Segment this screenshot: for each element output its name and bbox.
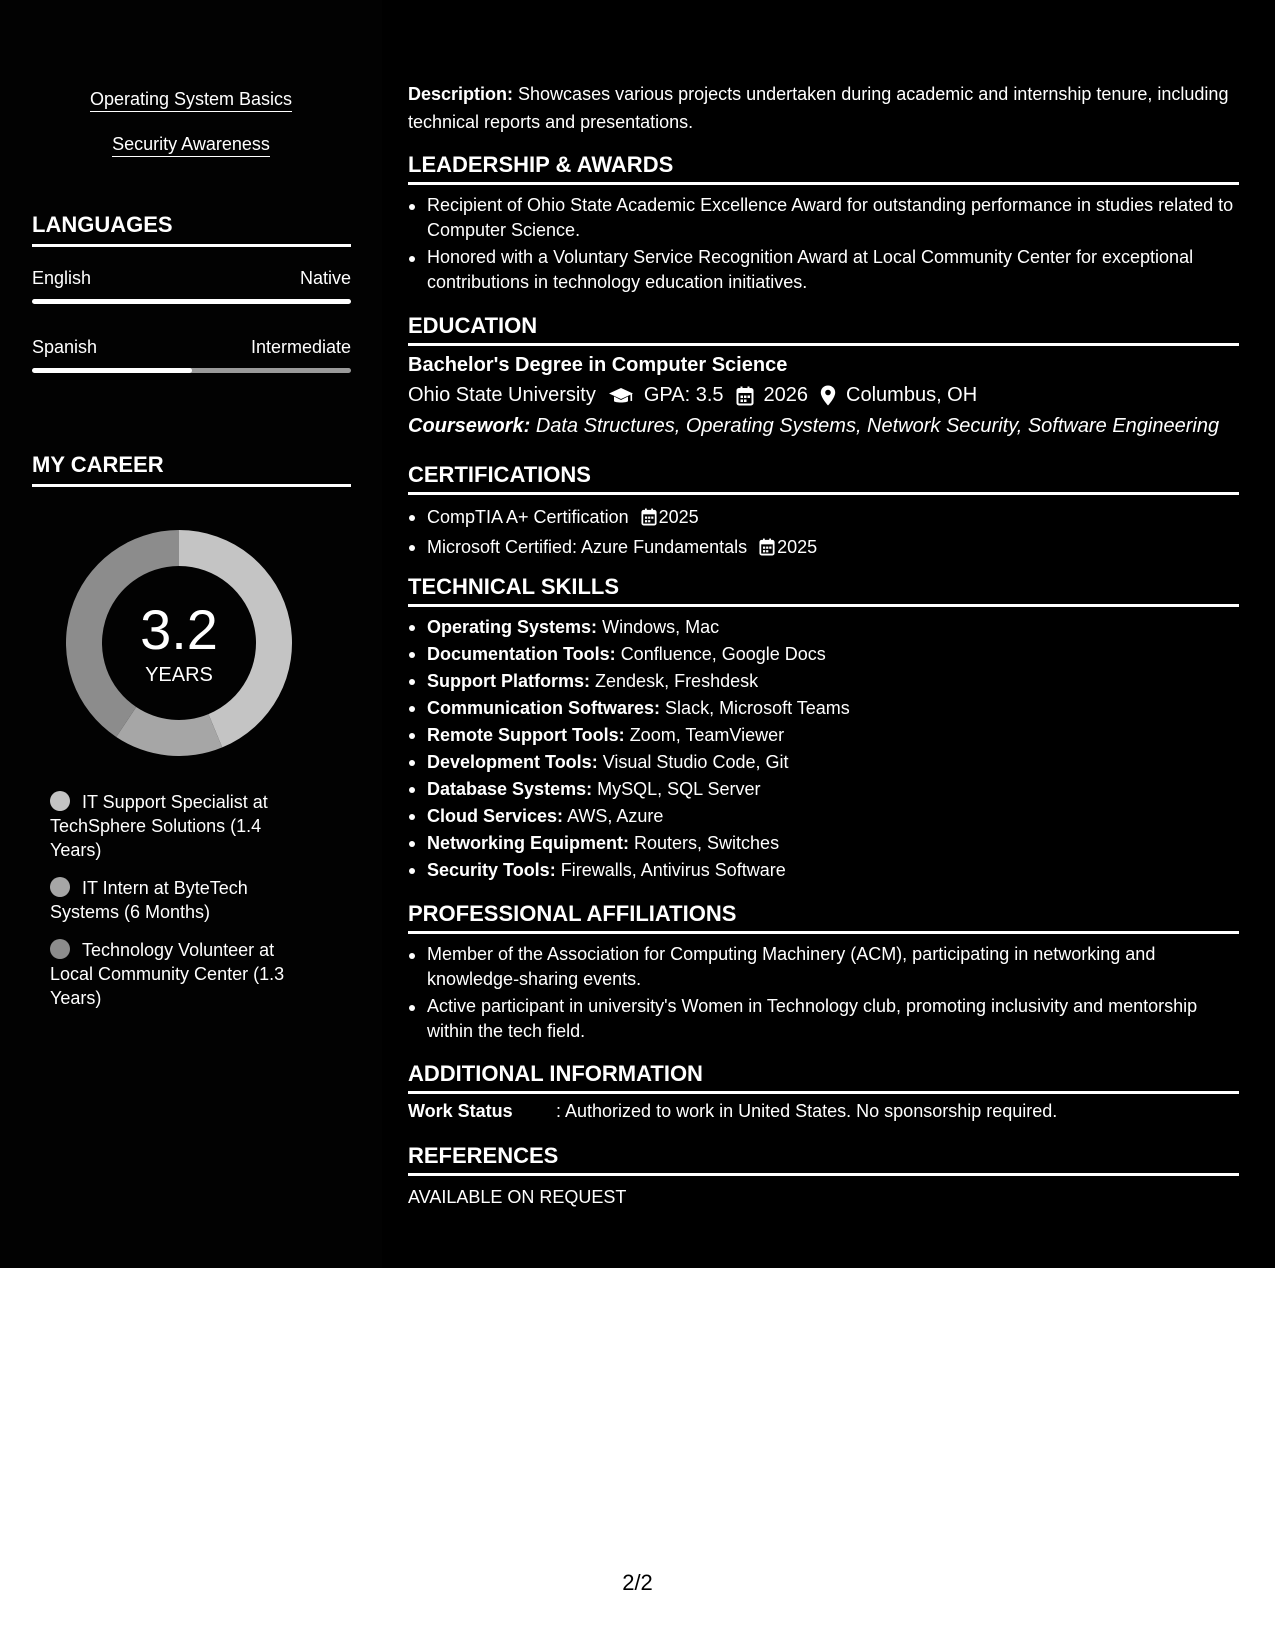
education-degree: Bachelor's Degree in Computer Science — [408, 354, 788, 376]
skill-label: Networking Equipment: — [427, 833, 629, 853]
certification-item — [408, 534, 1239, 564]
skill-item — [408, 749, 1239, 776]
career-legend-dot — [50, 939, 70, 959]
page-number: 2/2 — [622, 1570, 653, 1595]
projects-description-text: Showcases various projects undertaken during academic and internship tenure, including technical reports and presentations. — [408, 84, 1229, 132]
education-meta — [408, 384, 977, 407]
certification-name: CompTIA A+ Certification — [427, 507, 629, 527]
career-legend-item — [50, 938, 300, 1010]
skill-item — [408, 803, 1239, 830]
leadership-list — [408, 193, 1239, 295]
language-name: Spanish — [32, 337, 98, 357]
graduation-cap-icon — [608, 386, 634, 406]
education-heading: EDUCATION — [408, 313, 1239, 346]
skill-value: Windows, Mac — [602, 617, 720, 637]
additional-heading: ADDITIONAL INFORMATION — [408, 1061, 1239, 1094]
work-status-value: : Authorized to work in United States. No sponsorship required. — [556, 1101, 1058, 1121]
education-coursework — [408, 415, 1219, 438]
skill-value: Confluence, Google Docs — [620, 644, 826, 664]
skill-value: Zoom, TeamViewer — [629, 725, 785, 745]
language-row — [32, 268, 351, 289]
skill-label: Security Tools: — [427, 860, 556, 880]
education-gpa: GPA: 3.5 — [643, 384, 724, 406]
career-legend-text: Technology Volunteer at Local Community Center (1.3 Years) — [50, 940, 285, 1008]
skill-tag-link[interactable] — [0, 89, 382, 110]
coursework-label: Coursework: — [408, 415, 531, 437]
skill-label: Operating Systems: — [427, 617, 598, 637]
language-row — [32, 337, 351, 358]
language-level: Native — [299, 268, 351, 288]
affiliations-list — [408, 942, 1239, 1044]
languages-heading: LANGUAGES — [32, 212, 351, 247]
references-text: AVAILABLE ON REQUEST — [408, 1187, 627, 1207]
career-heading: MY CAREER — [32, 452, 351, 487]
career-total-value: 3.2 — [140, 598, 218, 661]
career-donut-center — [66, 530, 292, 756]
skills-heading: TECHNICAL SKILLS — [408, 574, 1239, 607]
skill-item — [408, 668, 1239, 695]
certification-item — [408, 504, 1239, 534]
language-bar — [32, 299, 351, 304]
career-legend-item — [50, 876, 300, 924]
skill-value: Firewalls, Antivirus Software — [560, 860, 786, 880]
skill-value: Visual Studio Code, Git — [602, 752, 789, 772]
language-bar — [32, 368, 351, 373]
career-legend-text: IT Intern at ByteTech Systems (6 Months) — [50, 878, 248, 922]
skill-value: AWS, Azure — [567, 806, 664, 826]
skill-item — [408, 857, 1239, 884]
certification-name: Microsoft Certified: Azure Fundamentals — [427, 537, 748, 557]
education-school: Ohio State University — [408, 384, 596, 406]
skill-label: Communication Softwares: — [427, 698, 661, 718]
calendar-icon — [736, 386, 754, 406]
skill-label: Development Tools: — [427, 752, 598, 772]
language-bar-fill — [32, 368, 192, 373]
affiliation-item: Active participant in university's Women in Technology club, promoting inclusivity and mentorship within the tech field. — [408, 994, 1239, 1044]
language-bar-fill — [32, 299, 351, 304]
skills-list — [408, 614, 1239, 884]
references-heading: REFERENCES — [408, 1143, 1239, 1176]
calendar-icon — [759, 537, 775, 564]
location-pin-icon — [820, 385, 836, 406]
career-legend-dot — [50, 877, 70, 897]
career-legend-dot — [50, 791, 70, 811]
education-year: 2026 — [763, 384, 809, 406]
language-level: Intermediate — [250, 337, 351, 357]
skill-value: Routers, Switches — [634, 833, 780, 853]
language-name: English — [32, 268, 92, 288]
skill-label: Cloud Services: — [427, 806, 564, 826]
skill-item — [408, 830, 1239, 857]
skill-label: Remote Support Tools: — [427, 725, 625, 745]
leadership-heading: LEADERSHIP & AWARDS — [408, 152, 1239, 185]
projects-description-label: Description: — [408, 84, 514, 104]
skill-label: Database Systems: — [427, 779, 593, 799]
certifications-list — [408, 504, 1239, 564]
coursework-text: Data Structures, Operating Systems, Network Security, Software Engineering — [535, 415, 1220, 437]
skill-item — [408, 722, 1239, 749]
skill-item — [408, 776, 1239, 803]
leadership-item: Recipient of Ohio State Academic Excellence Award for outstanding performance in studies related to Computer Science. — [408, 193, 1239, 243]
skill-label: Support Platforms: — [427, 671, 591, 691]
career-total-unit: YEARS — [145, 664, 213, 686]
leadership-item: Honored with a Voluntary Service Recognition Award at Local Community Center for exceptional contributions in technology education initiatives. — [408, 245, 1239, 295]
skill-value: Slack, Microsoft Teams — [665, 698, 850, 718]
certifications-heading: CERTIFICATIONS — [408, 462, 1239, 495]
career-legend-item — [50, 790, 300, 862]
skill-label: Documentation Tools: — [427, 644, 616, 664]
education-location: Columbus, OH — [846, 384, 978, 406]
skill-tag-link[interactable] — [0, 134, 382, 155]
certification-year: 2025 — [777, 537, 818, 557]
skill-item — [408, 641, 1239, 668]
skill-item — [408, 695, 1239, 722]
calendar-icon — [641, 507, 657, 534]
affiliations-heading: PROFESSIONAL AFFILIATIONS — [408, 901, 1239, 934]
affiliation-item: Member of the Association for Computing Machinery (ACM), participating in networking and knowledge-sharing events. — [408, 942, 1239, 992]
skill-item — [408, 614, 1239, 641]
skill-tag-label: Operating System Basics — [90, 89, 292, 112]
projects-description — [408, 80, 1239, 136]
certification-year: 2025 — [658, 507, 699, 527]
skill-value: MySQL, SQL Server — [597, 779, 761, 799]
skill-value: Zendesk, Freshdesk — [595, 671, 759, 691]
career-legend-text: IT Support Specialist at TechSphere Solutions (1.4 Years) — [50, 792, 268, 860]
skill-tag-label: Security Awareness — [112, 134, 270, 157]
work-status-label: Work Status — [408, 1101, 513, 1121]
